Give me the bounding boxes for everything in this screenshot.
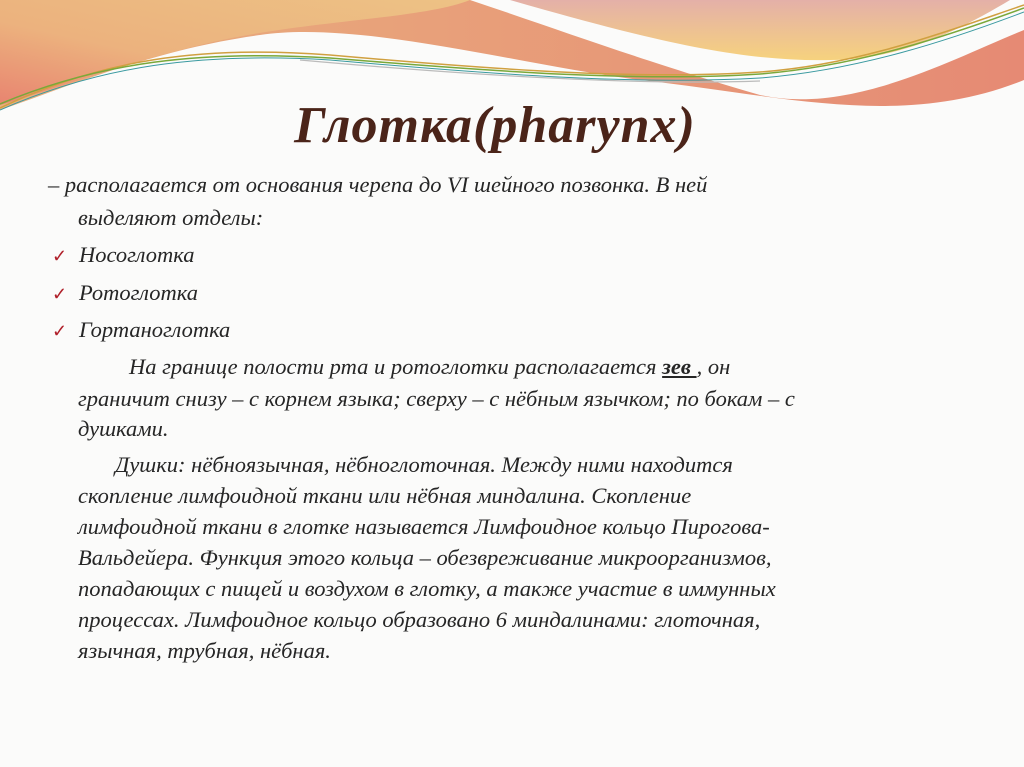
bullet-item: Носоглотка: [79, 242, 195, 267]
paragraph-line: душками.: [78, 416, 169, 441]
text: , он: [696, 354, 731, 379]
paragraph-line: попадающих с пищей и воздухом в глотку, а также участие в иммунных: [78, 576, 776, 601]
intro-line: – располагается от основания черепа до VI шейного позвонка. В ней: [48, 172, 708, 197]
check-icon: ✓: [52, 321, 68, 341]
bullet-item: Гортаноглотка: [79, 317, 231, 342]
intro-line: выделяют отделы:: [78, 205, 264, 230]
paragraph-line: скопление лимфоидной ткани или нёбная миндалина. Скопление: [78, 483, 692, 508]
bullet-item: Ротоглотка: [79, 280, 198, 305]
term-zev: зев: [662, 354, 697, 379]
paragraph-line: [129, 354, 730, 380]
paragraph-line: язычная, трубная, нёбная.: [78, 638, 331, 663]
text: На границе полости рта и ротоглотки располагается: [129, 354, 663, 379]
check-icon: ✓: [52, 246, 68, 266]
paragraph-line: граничит снизу – с корнем языка; сверху – с нёбным язычком; по бокам – с: [78, 386, 795, 411]
paragraph-line: лимфоидной ткани в глотке называется Лимфоидное кольцо Пирогова-: [78, 514, 770, 539]
check-icon: ✓: [52, 284, 68, 304]
paragraph-line: Вальдейера. Функция этого кольца – обезвреживание микроорганизмов,: [78, 545, 772, 570]
paragraph-line: Душки: нёбноязычная, нёбноглоточная. Между ними находится: [115, 452, 733, 477]
paragraph-line: процессах. Лимфоидное кольцо образовано 6 миндалинами: глоточная,: [78, 607, 761, 632]
slide-title: Глотка(pharynx): [294, 97, 696, 154]
